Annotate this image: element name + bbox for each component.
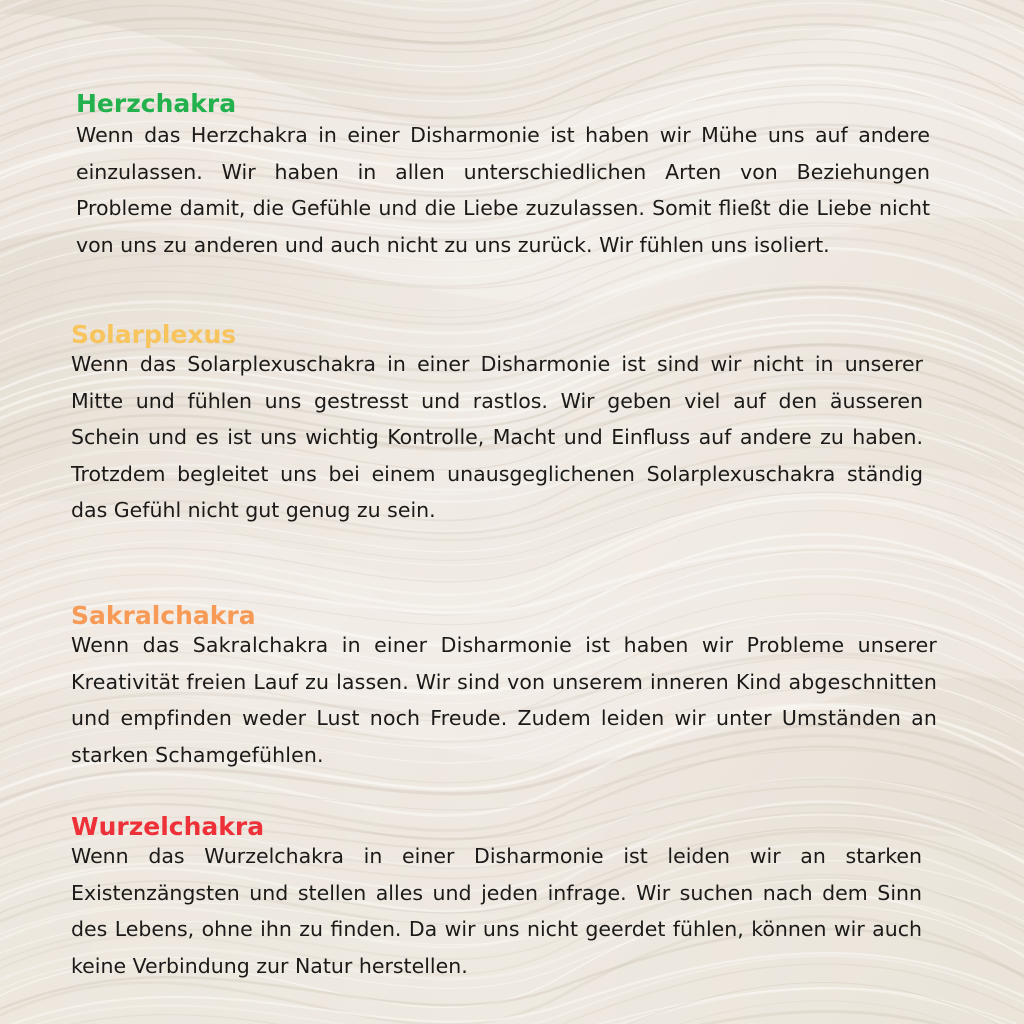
section-sakralchakra [71,601,937,773]
heading-wurzelchakra: Wurzelchakra [71,812,265,841]
section-solarplexus [71,320,923,529]
text-wurzelchakra: Wenn das Wurzelchakra in einer Disharmonie ist leiden wir an starken Existenzängsten und stellen alles und jeden infrage. Wir suchen nach dem Sinn des Lebens, ohne ihn zu finden. Da wir uns nicht geerdet fühlen, können wir auch keine Verbindung zur Natur herstellen. [71,844,922,978]
section-herzchakra [76,89,930,263]
heading-solarplexus: Solarplexus [71,320,237,349]
text-solarplexus: Wenn das Solarplexuschakra in einer Disharmonie ist sind wir nicht in unserer Mitte und fühlen uns gestresst und rastlos. Wir geben viel auf den äusseren Schein und es ist uns wichtig Kontrolle, Macht und Einfluss auf andere zu haben. Trotzdem begleitet uns bei einem unausgeglichenen Solarplexuschakra ständig das Gefühl nicht gut genug zu sein. [71,352,923,522]
section-wurzelchakra [71,812,922,984]
heading-sakralchakra: Sakralchakra [71,601,256,630]
heading-herzchakra: Herzchakra [76,89,237,118]
text-herzchakra: Wenn das Herzchakra in einer Disharmonie ist haben wir Mühe uns auf andere einzulassen. Wir haben in allen unterschiedlichen Arten von Beziehungen Probleme damit, die Gefühle und die Liebe zuzulassen. Somit fließt die Liebe nicht von uns zu anderen und auch nicht zu uns zurück. Wir fühlen uns isoliert. [76,123,930,257]
text-sakralchakra: Wenn das Sakralchakra in einer Disharmonie ist haben wir Probleme unserer Kreativität freien Lauf zu lassen. Wir sind von unserem inneren Kind abgeschnitten und empfinden weder Lust noch Freude. Zudem leiden wir unter Umständen an starken Schamgefühlen. [71,633,937,767]
